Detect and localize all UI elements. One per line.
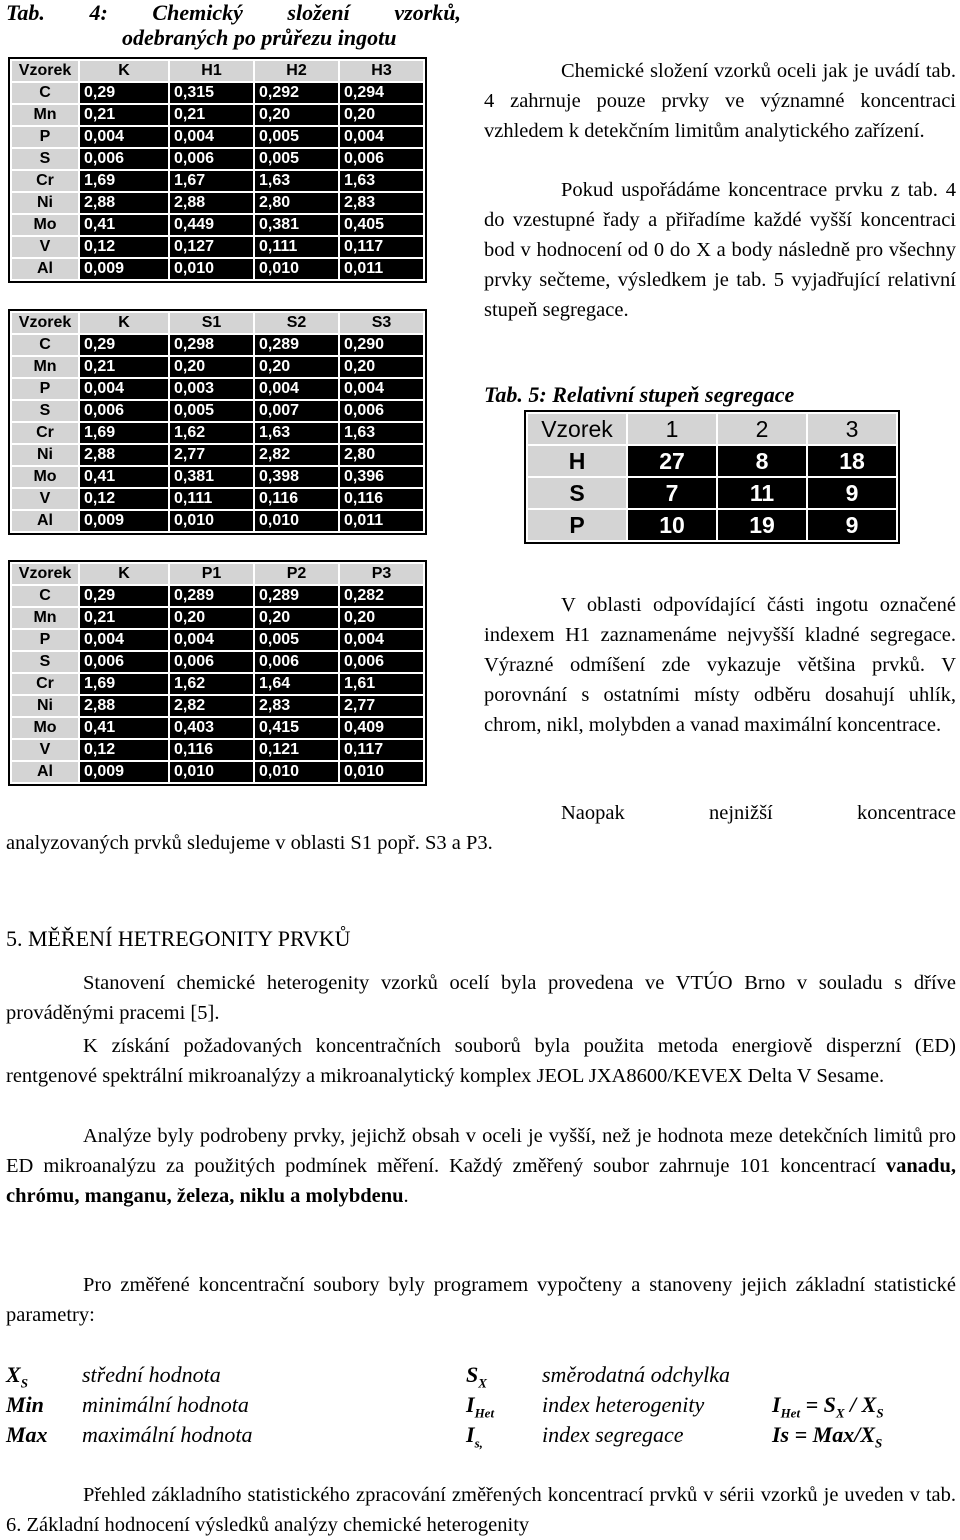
table-cell: 2,82 [170,696,253,716]
def-min-desc: minimální hodnota [82,1392,249,1417]
table-cell: 0,21 [80,357,168,377]
table-cell: 0,20 [255,608,338,628]
table-row [12,630,423,650]
row-label: S [12,149,78,169]
table-row [12,652,423,672]
table-cell: 0,409 [340,718,423,738]
table-cell: 0,005 [255,149,338,169]
table-cell: 2,88 [80,193,168,213]
table-row [12,489,423,509]
table-cell: 0,004 [170,630,253,650]
table-cell: 0,315 [170,83,253,103]
table-cell: 2,82 [255,445,338,465]
table-cell: 11 [718,478,806,508]
table-cell: 18 [808,446,896,476]
table-cell: 0,403 [170,718,253,738]
table-row [12,401,423,421]
table-row [12,511,423,531]
table-cell: 0,010 [170,259,253,279]
table-cell: 0,117 [340,237,423,257]
def-sx-desc: směrodatná odchylka [542,1362,730,1387]
header-cell: Vzorek [12,61,78,81]
table-cell: 0,004 [80,127,168,147]
row-label: C [12,586,78,606]
header-cell: Vzorek [12,313,78,333]
paragraph-heterogeneity: Stanovení chemické heterogenity vzorků ocelí byla provedena ve VTÚO Brno v souladu s dříve prováděnými pracemi [5]. [6,972,956,1024]
row-label: P [12,127,78,147]
row-label: P [12,379,78,399]
table-cell: 0,010 [340,762,423,782]
table-row [12,379,423,399]
table-row [12,335,423,355]
table-cell: 2,88 [80,696,168,716]
table-cell: 0,006 [340,149,423,169]
table-cell: 0,010 [255,762,338,782]
table-cell: 0,010 [170,762,253,782]
table-header-row [12,313,423,333]
table-segregation [524,410,900,544]
table-cell: 0,005 [170,401,253,421]
header-cell: H1 [170,61,253,81]
row-label: Mn [12,608,78,628]
def-max-symbol: Max [6,1422,48,1447]
table-cell: 0,41 [80,467,168,487]
table-cell: 2,80 [255,193,338,213]
table-cell: 1,63 [255,423,338,443]
table-cell: 0,006 [80,149,168,169]
table-row [12,357,423,377]
row-label: Cr [12,171,78,191]
table-cell: 0,006 [80,652,168,672]
paragraph-segregation-method: Pokud uspořádáme koncentrace prvku z tab. 4 do vzestupné řady a přiřadíme každé vyšší koncentraci bod v hodnocení od 0 do X a body následně pro všechny prvky sečteme, výsledkem je tab. 5 vyjadřující relativní stupeň segregace. [484,179,956,321]
table-cell: 0,006 [255,652,338,672]
table-s [8,309,427,535]
table-cell: 0,004 [340,379,423,399]
table-cell: 2,77 [340,696,423,716]
table-cell: 0,41 [80,215,168,235]
table-h [8,57,427,283]
table-cell: 0,12 [80,237,168,257]
row-label: S [12,652,78,672]
table-cell: 0,289 [255,586,338,606]
table-cell: 1,63 [340,423,423,443]
table-row [12,193,423,213]
table-cell: 8 [718,446,806,476]
table-cell: 1,64 [255,674,338,694]
row-label: C [12,83,78,103]
header-cell: Vzorek [528,414,626,444]
table-cell: 0,007 [255,401,338,421]
table-cell: 0,006 [340,652,423,672]
table-cell: 7 [628,478,716,508]
row-label: V [12,489,78,509]
table-cell: 1,63 [255,171,338,191]
table-row [12,149,423,169]
table-header-row [528,414,896,444]
header-cell: P1 [170,564,253,584]
analyzed-elements-bold: vanadu, chrómu, manganu, železa, niklu a molybdenu [6,1155,956,1207]
table-row [12,127,423,147]
table-cell: 0,116 [255,489,338,509]
header-cell: S1 [170,313,253,333]
table-cell: 0,009 [80,511,168,531]
table-cell: 0,004 [340,127,423,147]
table-cell: 0,004 [80,630,168,650]
table-cell: 0,381 [170,467,253,487]
table-cell: 0,20 [340,105,423,125]
tab4-caption-line2: odebraných po průřezu ingotu [122,25,397,50]
table-cell: 1,67 [170,171,253,191]
table-cell: 0,21 [170,105,253,125]
table-cell: 2,83 [255,696,338,716]
table-cell: 0,116 [340,489,423,509]
header-cell: P3 [340,564,423,584]
row-label: H [528,446,626,476]
table-cell: 0,010 [255,259,338,279]
header-cell: H3 [340,61,423,81]
table-row [528,478,896,508]
table-cell: 0,298 [170,335,253,355]
table-cell: 1,62 [170,423,253,443]
row-label: P [12,630,78,650]
table-cell: 1,61 [340,674,423,694]
table-cell: 0,111 [255,237,338,257]
table-cell: 0,006 [170,652,253,672]
table-cell: 2,80 [340,445,423,465]
tab4-caption [6,0,461,50]
def-xs-symbol: $X_S$ [6,1362,28,1391]
header-cell: K [80,313,168,333]
table-cell: 0,381 [255,215,338,235]
def-is-desc: index segregace [542,1422,684,1447]
table-cell: 0,282 [340,586,423,606]
table-row [12,718,423,738]
table-row [12,762,423,782]
def-is-formula: Is = Max/$X_S$ [772,1422,883,1451]
def-ihet-desc: index heterogenity [542,1392,705,1417]
header-cell: S2 [255,313,338,333]
table-row [12,586,423,606]
table-row [12,83,423,103]
analyzed-text: Analýze byly podrobeny prvky, jejichž obsah v oceli je vyšší, než je hodnota meze detekčních limitů pro ED mikroanalýzu za použitých podmínek měření. Každý změřený soubor zahrnuje 101 koncentrací [6,1125,956,1177]
table-cell: 0,006 [80,401,168,421]
table-cell: 0,010 [255,511,338,531]
header-cell: P2 [255,564,338,584]
table-cell: 0,29 [80,83,168,103]
table-cell: 0,449 [170,215,253,235]
table-cell: 0,20 [255,105,338,125]
row-label: P [528,510,626,540]
paragraph-analyzed-elements [6,1121,956,1211]
header-cell: S3 [340,313,423,333]
tab5-caption: Tab. 5: Relativní stupeň segregace [484,382,795,407]
table-row [528,510,896,540]
table-cell: 0,004 [80,379,168,399]
table-cell: 0,009 [80,259,168,279]
table-cell: 0,20 [170,608,253,628]
row-label: S [528,478,626,508]
table-cell: 0,117 [340,740,423,760]
table-row [12,423,423,443]
table-cell: 1,62 [170,674,253,694]
table-cell: 0,21 [80,105,168,125]
table-cell: 0,111 [170,489,253,509]
table-row [12,674,423,694]
table-cell: 0,294 [340,83,423,103]
table-cell: 0,20 [340,357,423,377]
header-cell: 3 [808,414,896,444]
table-cell: 1,63 [340,171,423,191]
def-ihet-symbol: $I_{Het}$ [466,1392,495,1421]
paragraph-h1-segregation: V oblasti odpovídající části ingotu označené indexem H1 zaznamenáme nejvyšší kladné segregace. Výrazné odmíšení zde vykazuje většina prvků. V porovnání s ostatními místy odběru dosahují uhlík, chrom, nikl, molybden a vanad maximální koncentrace. [484,594,956,736]
table-cell: 0,005 [255,630,338,650]
table-cell: 2,88 [80,445,168,465]
section-heading: 5. MĚŘENÍ HETREGONITY PRVKŮ [6,926,351,951]
table-cell: 0,292 [255,83,338,103]
table-cell: 2,77 [170,445,253,465]
table-row [12,259,423,279]
table-cell: 0,415 [255,718,338,738]
row-label: Mo [12,718,78,738]
table-cell: 2,83 [340,193,423,213]
table-cell: 0,29 [80,335,168,355]
table-header-row [12,61,423,81]
header-cell: 2 [718,414,806,444]
table-row [12,237,423,257]
row-label: V [12,740,78,760]
row-label: Mn [12,105,78,125]
table-cell: 27 [628,446,716,476]
table-cell: 0,116 [170,740,253,760]
table-row [12,445,423,465]
paragraph-lowest-line2: analyzovaných prvků sledujeme v oblasti S1 popř. S3 a P3. [6,832,493,854]
table-cell: 9 [808,510,896,540]
table-cell: 0,20 [340,608,423,628]
table-row [528,446,896,476]
table-header-row [12,564,423,584]
row-label: C [12,335,78,355]
def-sx-symbol: $S_X$ [466,1362,487,1391]
table-cell: 0,121 [255,740,338,760]
table-cell: 0,396 [340,467,423,487]
header-cell: Vzorek [12,564,78,584]
row-label: Al [12,259,78,279]
def-is-symbol: $I_{s,}$ [466,1422,483,1451]
table-cell: 0,20 [255,357,338,377]
table-row [12,740,423,760]
def-max-desc: maximální hodnota [82,1422,253,1447]
table-cell: 0,41 [80,718,168,738]
def-xs-desc: střední hodnota [82,1362,221,1387]
table-cell: 0,006 [340,401,423,421]
paragraph-lowest-line1: Naopak nejnižší koncentrace [561,802,956,824]
table-cell: 0,011 [340,511,423,531]
def-min-symbol: Min [6,1392,44,1417]
row-label: V [12,237,78,257]
paragraph-ed-method: K získání požadovaných koncentračních souborů byla použita metoda energiově disperzní (ED) rentgenové spektrální mikroanalýzy a mikroanalytický komplex JEOL JXA8600/KEVEX Delta V Sesame. [6,1035,956,1087]
table-cell: 0,21 [80,608,168,628]
row-label: Cr [12,423,78,443]
table-cell: 0,290 [340,335,423,355]
row-label: Mo [12,215,78,235]
header-cell: H2 [255,61,338,81]
table-cell: 0,003 [170,379,253,399]
table-row [12,696,423,716]
analyzed-period: . [403,1185,409,1207]
row-label: Ni [12,445,78,465]
def-ihet-formula: $I_{Het} = S_X / X_S$ [772,1392,884,1421]
header-cell: K [80,61,168,81]
row-label: Mn [12,357,78,377]
table-cell: 0,010 [170,511,253,531]
table-cell: 0,009 [80,762,168,782]
table-cell: 0,005 [255,127,338,147]
row-label: Al [12,762,78,782]
table-cell: 0,398 [255,467,338,487]
paragraph-overview: Přehled základního statistického zpracování změřených koncentrací prvků v sérii vzorků je uveden v tab. 6. Základní hodnocení výsledků analýzy chemické heterogenity [6,1484,956,1536]
table-cell: 10 [628,510,716,540]
table-cell: 0,004 [255,379,338,399]
table-cell: 0,006 [170,149,253,169]
row-label: Ni [12,193,78,213]
table-cell: 1,69 [80,674,168,694]
table-row [12,467,423,487]
table-cell: 0,004 [340,630,423,650]
row-label: Ni [12,696,78,716]
table-cell: 0,127 [170,237,253,257]
row-label: Cr [12,674,78,694]
table-row [12,105,423,125]
table-row [12,608,423,628]
table-cell: 0,289 [255,335,338,355]
table-cell: 0,12 [80,740,168,760]
row-label: Al [12,511,78,531]
table-cell: 0,29 [80,586,168,606]
table-cell: 0,011 [340,259,423,279]
table-cell: 1,69 [80,423,168,443]
table-row [12,215,423,235]
table-cell: 0,289 [170,586,253,606]
row-label: Mo [12,467,78,487]
paragraph-chemical-composition: Chemické složení vzorků oceli jak je uvádí tab. 4 zahrnuje pouze prvky ve významné koncentraci vzhledem k detekčním limitům analytického zařízení. [484,60,956,142]
table-cell: 19 [718,510,806,540]
table-cell: 0,12 [80,489,168,509]
table-cell: 0,405 [340,215,423,235]
table-row [12,171,423,191]
table-p [8,560,427,786]
table-cell: 1,69 [80,171,168,191]
table-cell: 9 [808,478,896,508]
table-cell: 0,20 [170,357,253,377]
header-cell: 1 [628,414,716,444]
row-label: S [12,401,78,421]
paragraph-statistics: Pro změřené koncentrační soubory byly programem vypočteny a stanoveny jejich základní statistické parametry: [6,1274,956,1326]
table-cell: 2,88 [170,193,253,213]
tab4-caption-line1: Tab. 4: Chemický složení vzorků, [6,0,461,25]
table-cell: 0,004 [170,127,253,147]
header-cell: K [80,564,168,584]
